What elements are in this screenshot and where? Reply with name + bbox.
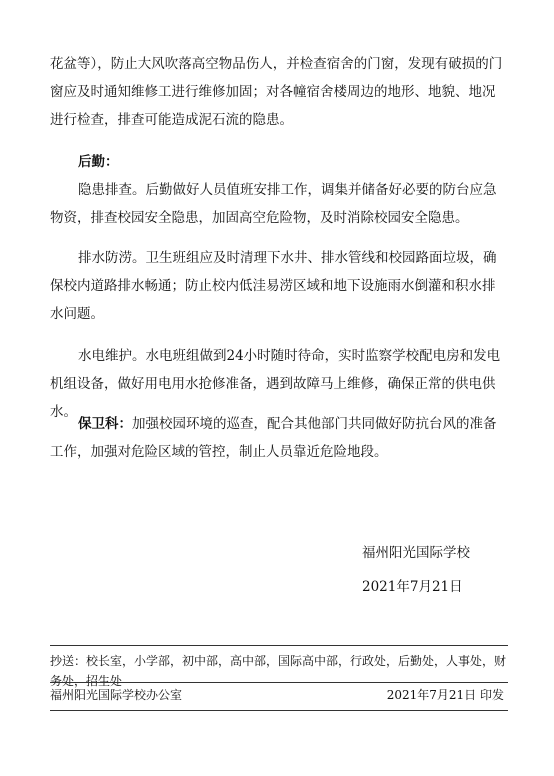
footer-middle-rule	[50, 682, 508, 683]
issue-date: 2021年7月21日 印发	[386, 688, 504, 702]
paragraph-utilities: 水电维护。水电班组做到24小时随时待命，实时监察学校配电房和发电机组设备，做好用电用水抢修准备，遇到故障马上维修，确保正常的供电供水。	[50, 348, 501, 420]
paragraph-dormitory-check: 花盆等），防止大风吹落高空物品伤人，并检查宿舍的门窗，发现有破损的门窗应及时通知维修工进行维修加固；对各幢宿舍楼周边的地形、地貌、地况进行检查，排查可能造成泥石流的隐患。	[50, 56, 503, 128]
footer-top-rule	[50, 645, 508, 646]
paragraph-drainage: 排水防涝。卫生班组应及时清理下水井、排水管线和校园路面垃圾，确保校内道路排水畅通；防止校内低洼易涝区域和地下设施雨水倒灌和积水排水问题。	[50, 250, 497, 322]
paragraph-security	[50, 410, 508, 466]
security-label: 保卫科：	[78, 416, 132, 432]
footer-bottom-rule	[50, 710, 508, 711]
security-text: 加强校园环境的巡查，配合其他部门共同做好防抗台风的准备工作，加强对危险区域的管控，制止人员靠近危险地段。	[50, 416, 497, 460]
paragraph-hazard-check: 隐患排查。后勤做好人员值班安排工作，调集并储备好必要的防台应急物资，排查校园安全隐患，加固高空危险物，及时消除校园安全隐患。	[50, 182, 497, 226]
signature-org: 福州阳光国际学校	[362, 545, 470, 561]
signature-date: 2021年7月21日	[362, 579, 463, 595]
cc-list: 抄送：校长室，小学部，初中部，高中部，国际高中部，行政处，后勤处，人事处，财务处，招生处	[50, 654, 507, 688]
issuer-office: 福州阳光国际学校办公室	[50, 688, 183, 702]
logistics-heading: 后勤：	[78, 154, 119, 170]
